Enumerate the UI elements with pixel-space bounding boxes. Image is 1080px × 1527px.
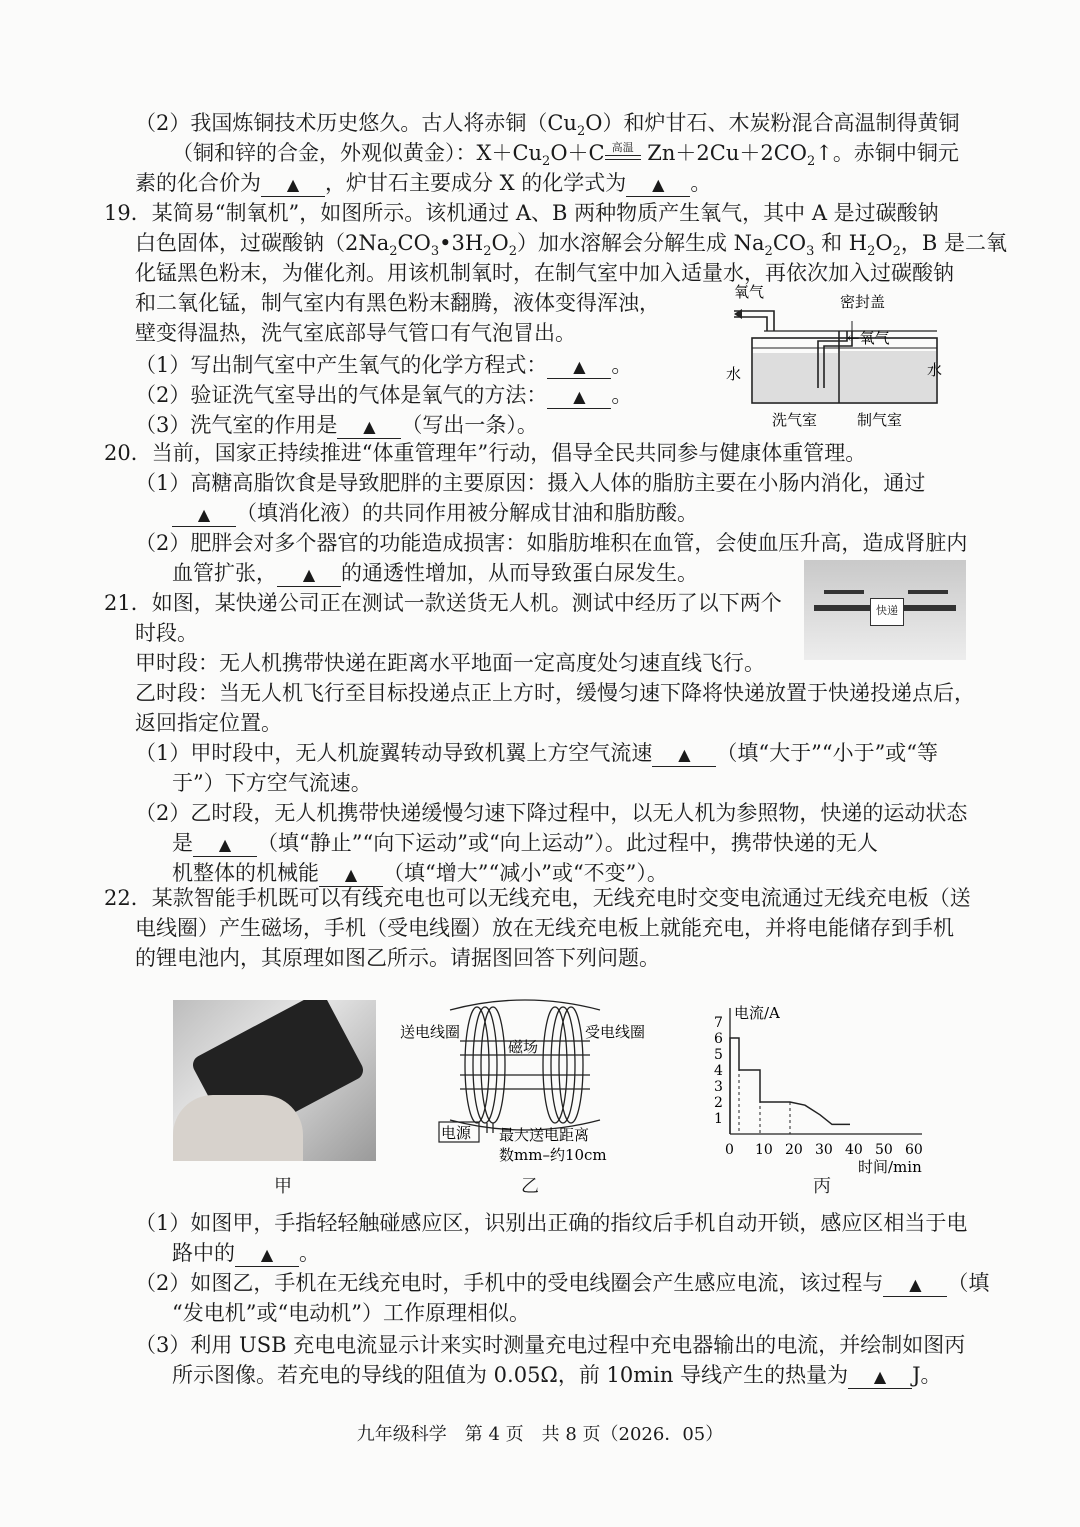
q19-stem-line3: 化锰黑色粉末，为催化剂。用该机制氧时，在制气室中加入适量水，再依次加入过碳酸钠 [135, 261, 954, 285]
oxygen-machine-diagram [722, 283, 952, 433]
page-footer: 九年级科学 第 4 页 共 8 页（2026．05） [356, 1424, 724, 1445]
water-wash [753, 353, 838, 402]
hand [173, 1095, 303, 1161]
x-tick-label: 60 [905, 1142, 923, 1158]
y-axis-label: 电流/A [734, 1004, 780, 1022]
label-send-coil: 送电线圈 [400, 1023, 461, 1041]
q22-stem-line1: 22．某款智能手机既可以有线充电也可以无线充电，无线充电时交变电流通过无线充电板（送 [104, 886, 971, 910]
q21-stem-line4: 乙时段：当无人机飞行至目标投递点正上方时，缓慢匀速下降将快递放置于快递投递点后， [135, 681, 975, 705]
q22-part1-line2: 路中的 ▲ 。 [172, 1241, 320, 1265]
q19-part2: （2）验证洗气室导出的气体是氧气的方法： ▲ 。 [135, 383, 633, 407]
q22-stem-line2: 电线圈）产生磁场，手机（受电线圈）放在无线充电板上就能充电，并将电能储存到手机 [135, 916, 954, 940]
q19-stem-line4: 和二氧化锰，制气室内有黑色粉末翻腾，液体变得浑浊， [135, 291, 660, 315]
answer-blank[interactable]: ▲ [261, 174, 325, 197]
answer-blank[interactable]: ▲ [319, 864, 383, 887]
q19-stem-line5: 壁变得温热，洗气室底部导气管口有气泡冒出。 [135, 321, 576, 345]
q20-part2-line1: （2）肥胖会对多个器官的功能造成损害：如脂肪堆积在血管，会使血压升高，造成肾脏内 [135, 531, 968, 555]
x-tick-label: 50 [875, 1142, 893, 1158]
q21-stem-line1: 21．如图，某快递公司正在测试一款送货无人机。测试中经历了以下两个 [104, 591, 782, 615]
x-axis-label: 时间/min [858, 1158, 922, 1176]
q20-part2-line2: 血管扩张， ▲ 的通透性增加，从而导致蛋白尿发生。 [172, 561, 698, 585]
wireless-coil-diagram [395, 995, 675, 1165]
y-tick-label: 7 [714, 1015, 723, 1031]
fig-label-yi: 乙 [521, 1176, 539, 1197]
q21-part2-line3: 机整体的机械能 ▲ （填“增大”“减小”或“不变”）。 [172, 861, 668, 885]
answer-blank[interactable]: ▲ [547, 356, 611, 379]
y-tick-label: 2 [714, 1095, 723, 1111]
q21-part1-line2: 于”）下方空气流速。 [172, 771, 372, 795]
q19-part3: （3）洗气室的作用是 ▲ （写出一条）。 [135, 413, 538, 437]
x-tick-label: 30 [815, 1142, 833, 1158]
label-water-right: 水 [927, 361, 943, 379]
q19-stem-line2: 白色固体，过碳酸钠$(2Na_2CO_3•3H_2O_2)$加水溶解会分解生成 $Na_2CO_3$ 和 $H_2O_2$，B 是二氧 [135, 231, 1007, 260]
fig-label-jia: 甲 [274, 1176, 292, 1197]
drone-photo [804, 560, 966, 660]
q19-part1: （1）写出制气室中产生氧气的化学方程式： ▲ 。 [135, 353, 633, 377]
series-current [730, 1038, 850, 1134]
q22-stem-line3: 的锂电池内，其原理如图乙所示。请据图回答下列问题。 [135, 946, 660, 970]
answer-blank[interactable]: ▲ [337, 416, 401, 439]
water-make [840, 351, 936, 402]
label-receive-coil: 受电线圈 [585, 1023, 646, 1041]
label-seal-lid: 密封盖 [840, 293, 886, 311]
q22-part2-line1: （2）如图乙，手机在无线充电时，手机中的受电线圈会产生感应电流，该过程与 ▲ （填 [135, 1271, 990, 1295]
q20-part1-line1: （1）高糖高脂饮食是导致肥胖的主要原因：摄入人体的脂肪主要在小肠内消化，通过 [135, 471, 926, 495]
q21-part1-line1: （1）甲时段中，无人机旋翼转动导致机翼上方空气流速 ▲ （填“大于”“小于”或“等 [135, 741, 939, 765]
label-wash-chamber: 洗气室 [772, 411, 818, 429]
x-tick-label: 10 [755, 1142, 773, 1158]
x-tick-label: 20 [785, 1142, 803, 1158]
answer-blank[interactable]: ▲ [235, 1244, 299, 1267]
y-tick-label: 3 [714, 1079, 723, 1095]
x-tick-label: 0 [725, 1142, 734, 1158]
label-max-distance-2: 数mm–约10cm [499, 1146, 607, 1164]
answer-blank[interactable]: ▲ [626, 174, 690, 197]
q22-part1-line1: （1）如图甲，手指轻轻触碰感应区，识别出正确的指纹后手机自动开锁，感应区相当于电 [135, 1211, 968, 1235]
y-tick-label: 4 [714, 1063, 723, 1079]
q22-part3-line1: （3）利用 USB 充电电流显示计来实时测量充电过程中充电器输出的电流，并绘制如图丙 [135, 1333, 966, 1357]
answer-blank[interactable]: ▲ [193, 834, 257, 857]
q19-stem-line1: 19．某简易“制氧机”，如图所示。该机通过 A、B 两种物质产生氧气，其中 A 是过碳酸钠 [104, 201, 939, 225]
q20-stem: 20．当前，国家正持续推进“体重管理年”行动，倡导全民共同参与健康体重管理。 [104, 441, 867, 465]
q21-part2-line1: （2）乙时段，无人机携带快递缓慢匀速下降过程中，以无人机为参照物，快递的运动状态 [135, 801, 968, 825]
label-power: 电源 [441, 1124, 472, 1142]
q18-part2-line3: 素的化合价为 ▲ ，炉甘石主要成分 X 的化学式为 ▲ 。 [135, 171, 712, 195]
label-water-left: 水 [726, 365, 742, 383]
answer-blank[interactable]: ▲ [848, 1366, 912, 1389]
answer-blank[interactable]: ▲ [883, 1274, 947, 1297]
answer-blank[interactable]: ▲ [547, 386, 611, 409]
q22-part3-line2: 所示图像。若充电的导线的阻值为 0.05Ω，前 10min 导线产生的热量为 ▲ J。 [172, 1363, 942, 1387]
q22-part2-line2: “发电机”或“电动机”）工作原理相似。 [172, 1301, 530, 1325]
current-time-chart [700, 998, 940, 1176]
q21-stem-line3: 甲时段：无人机携带快递在距离水平地面一定高度处匀速直线飞行。 [135, 651, 765, 675]
phone-photo [173, 1000, 376, 1161]
q20-part1-line2: ▲ （填消化液）的共同作用被分解成甘油和脂肪酸。 [172, 498, 698, 528]
q21-stem-line5: 返回指定位置。 [135, 711, 282, 735]
x-tick-label: 40 [845, 1142, 863, 1158]
y-tick-label: 6 [714, 1031, 723, 1047]
label-oxygen-top: 氧气 [734, 283, 765, 301]
fig-label-bing: 丙 [813, 1176, 831, 1197]
reaction-condition: 高温 [611, 141, 634, 154]
answer-blank[interactable]: ▲ [277, 564, 341, 587]
answer-blank[interactable]: ▲ [652, 744, 716, 767]
label-max-distance-1: 最大送电距离 [499, 1126, 590, 1144]
parcel-label: 快递 [870, 598, 904, 626]
y-tick-label: 1 [714, 1111, 723, 1127]
answer-blank[interactable]: ▲ [172, 504, 236, 527]
label-oxygen-arrow: ←氧气 [847, 329, 890, 347]
y-tick-label: 5 [714, 1047, 723, 1063]
q21-part2-line2: 是 ▲ （填“静止”“向下运动”或“向上运动”）。此过程中，携带快递的无人 [172, 831, 878, 855]
drone-rotor [908, 590, 948, 594]
label-make-chamber: 制气室 [857, 411, 903, 429]
q21-stem-line2: 时段。 [135, 621, 198, 645]
q18-part2-line2: （铜和锌的合金，外观似黄金）：$X+Cu_2O+C$ 高温 $Zn+2Cu+2CO_2↑$。赤铜中铜元 [172, 138, 959, 177]
q18-part2-line1: （2）我国炼铜技术历史悠久。古人将赤铜$(Cu_2O)$和炉甘石、木炭粉混合高温制得黄铜 [135, 111, 960, 140]
drone-rotor [824, 590, 864, 594]
label-magnetic-field: 磁场 [508, 1038, 539, 1056]
